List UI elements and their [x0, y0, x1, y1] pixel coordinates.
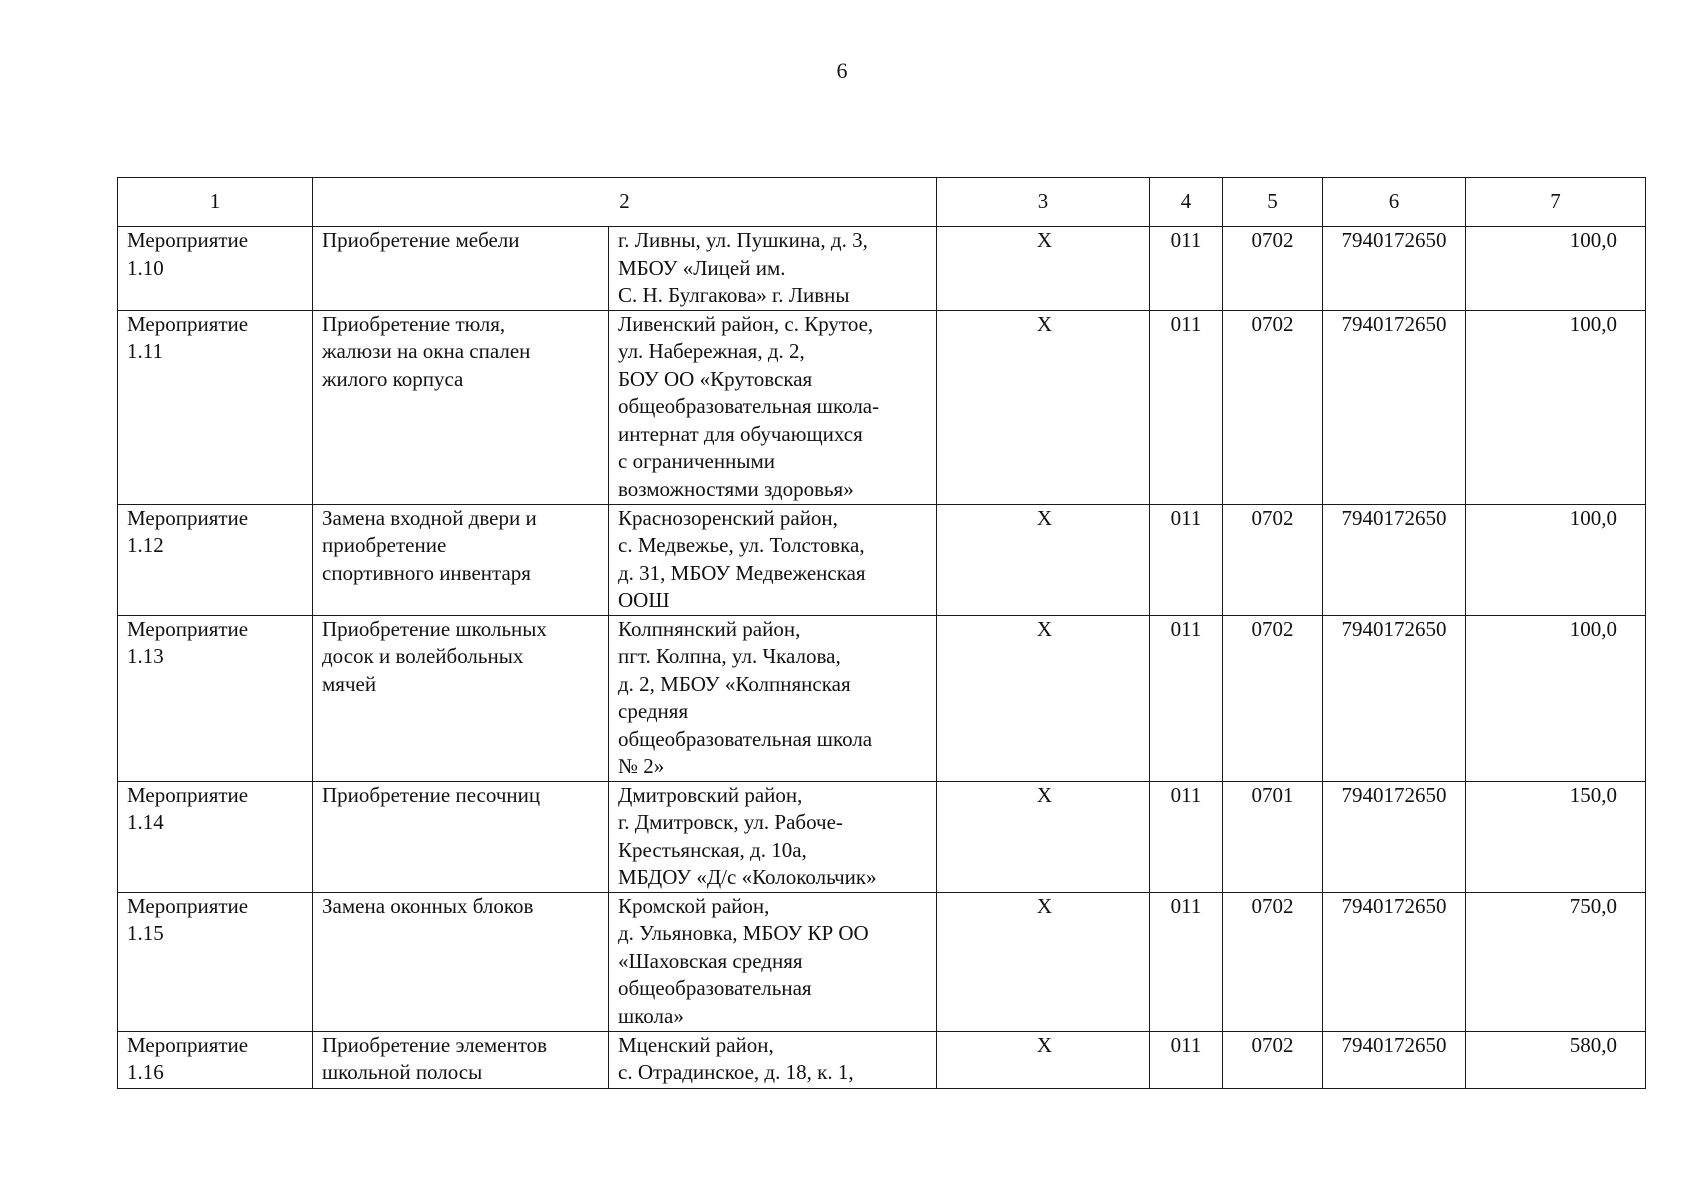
col3-cell: Х: [937, 504, 1150, 615]
col5-cell: 0702: [1223, 310, 1323, 504]
table-row: [118, 781, 1646, 892]
location-cell: Колпнянский район, пгт. Колпна, ул. Чкалова, д. 2, МБОУ «Колпнянская средняя общеобразовательная школа № 2»: [609, 615, 937, 781]
col3-cell: Х: [937, 227, 1150, 311]
col3-cell: Х: [937, 892, 1150, 1031]
event-cell: Мероприятие 1.12: [118, 504, 313, 615]
col3-cell: Х: [937, 1031, 1150, 1088]
header-col-3: 3: [937, 178, 1150, 227]
location-cell: Мценский район, с. Отрадинское, д. 18, к. 1,: [609, 1031, 937, 1088]
header-col-2: 2: [313, 178, 937, 227]
description-cell: Приобретение мебели: [313, 227, 609, 311]
col6-cell: 7940172650: [1323, 1031, 1466, 1088]
description-cell: Приобретение тюля, жалюзи на окна спален жилого корпуса: [313, 310, 609, 504]
event-cell: Мероприятие 1.14: [118, 781, 313, 892]
header-row: [118, 178, 1646, 227]
col7-cell: 580,0: [1466, 1031, 1646, 1088]
header-col-5: 5: [1223, 178, 1323, 227]
col6-cell: 7940172650: [1323, 504, 1466, 615]
col5-cell: 0701: [1223, 781, 1323, 892]
description-cell: Замена входной двери и приобретение спортивного инвентаря: [313, 504, 609, 615]
col4-cell: 011: [1150, 615, 1223, 781]
col5-cell: 0702: [1223, 892, 1323, 1031]
location-cell: Кромской район, д. Ульяновка, МБОУ КР ОО «Шаховская средняя общеобразовательная школа»: [609, 892, 937, 1031]
col5-cell: 0702: [1223, 1031, 1323, 1088]
events-table: [117, 177, 1646, 1089]
col7-cell: 150,0: [1466, 781, 1646, 892]
col3-cell: Х: [937, 615, 1150, 781]
header-col-7: 7: [1466, 178, 1646, 227]
event-cell: Мероприятие 1.13: [118, 615, 313, 781]
description-cell: Замена оконных блоков: [313, 892, 609, 1031]
col7-cell: 100,0: [1466, 310, 1646, 504]
col6-cell: 7940172650: [1323, 892, 1466, 1031]
col4-cell: 011: [1150, 1031, 1223, 1088]
table-row: [118, 310, 1646, 504]
description-cell: Приобретение элементов школьной полосы: [313, 1031, 609, 1088]
col4-cell: 011: [1150, 892, 1223, 1031]
location-cell: г. Ливны, ул. Пушкина, д. 3, МБОУ «Лицей им. С. Н. Булгакова» г. Ливны: [609, 227, 937, 311]
table-row: [118, 504, 1646, 615]
col7-cell: 100,0: [1466, 504, 1646, 615]
col6-cell: 7940172650: [1323, 227, 1466, 311]
location-cell: Дмитровский район, г. Дмитровск, ул. Рабоче- Крестьянская, д. 10а, МБДОУ «Д/с «Колокольчик»: [609, 781, 937, 892]
location-cell: Ливенский район, с. Крутое, ул. Набережная, д. 2, БОУ ОО «Крутовская общеобразовательная школа- интернат для обучающихся с ограниченными возможностями здоровья»: [609, 310, 937, 504]
table-row: [118, 892, 1646, 1031]
col7-cell: 100,0: [1466, 615, 1646, 781]
event-cell: Мероприятие 1.16: [118, 1031, 313, 1088]
description-cell: Приобретение школьных досок и волейбольных мячей: [313, 615, 609, 781]
event-cell: Мероприятие 1.10: [118, 227, 313, 311]
col4-cell: 011: [1150, 227, 1223, 311]
col6-cell: 7940172650: [1323, 615, 1466, 781]
col5-cell: 0702: [1223, 615, 1323, 781]
col5-cell: 0702: [1223, 227, 1323, 311]
page-number: 6: [836, 58, 848, 83]
col4-cell: 011: [1150, 310, 1223, 504]
col7-cell: 750,0: [1466, 892, 1646, 1031]
col6-cell: 7940172650: [1323, 781, 1466, 892]
col6-cell: 7940172650: [1323, 310, 1466, 504]
table-row: [118, 1031, 1646, 1088]
col4-cell: 011: [1150, 781, 1223, 892]
col3-cell: Х: [937, 781, 1150, 892]
table-row: [118, 227, 1646, 311]
header-col-6: 6: [1323, 178, 1466, 227]
col3-cell: Х: [937, 310, 1150, 504]
col5-cell: 0702: [1223, 504, 1323, 615]
event-cell: Мероприятие 1.15: [118, 892, 313, 1031]
header-col-1: 1: [118, 178, 313, 227]
col4-cell: 011: [1150, 504, 1223, 615]
description-cell: Приобретение песочниц: [313, 781, 609, 892]
location-cell: Краснозоренский район, с. Медвежье, ул. Толстовка, д. 31, МБОУ Медвеженская ООШ: [609, 504, 937, 615]
header-col-4: 4: [1150, 178, 1223, 227]
col7-cell: 100,0: [1466, 227, 1646, 311]
event-cell: Мероприятие 1.11: [118, 310, 313, 504]
table-row: [118, 615, 1646, 781]
